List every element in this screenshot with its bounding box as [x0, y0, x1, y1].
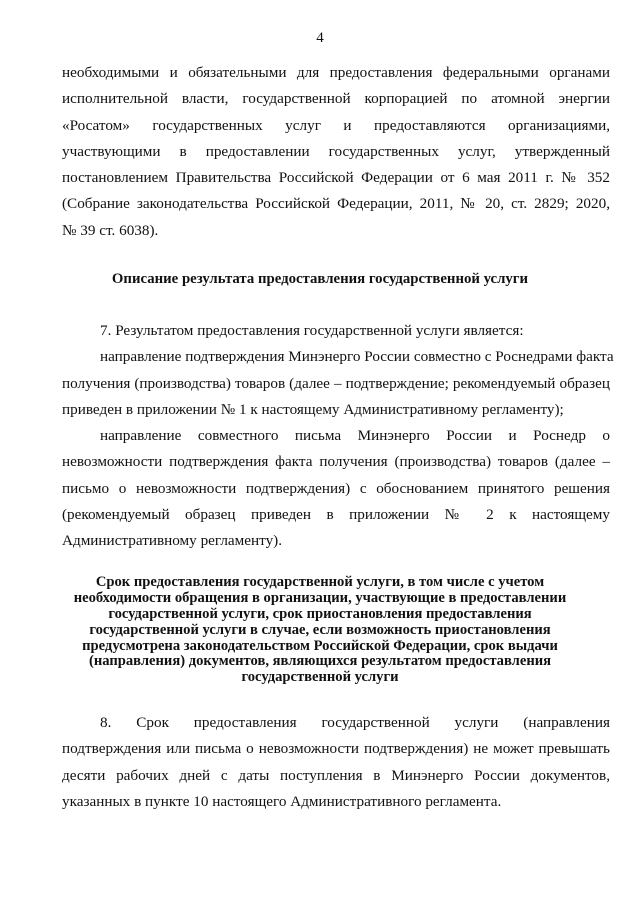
heading-line: Описание результата предоставления государственной услуги: [111, 271, 529, 287]
heading-line: Срок предоставления государственной услуги, в том числе с учетом: [95, 574, 545, 590]
paragraph-continuation: [62, 60, 610, 244]
text-line: получения (производства) товаров (далее – подтверждение; рекомендуемый образец: [62, 374, 610, 392]
text-line: (Собрание законодательства Российской Федерации, 2011, № 20, ст. 2829; 2020,: [62, 195, 610, 213]
section-heading-term: [0, 575, 640, 686]
section-heading-result: [0, 272, 640, 288]
heading-line: предусмотрена законодательством Российской Федерации, срок выдачи: [82, 637, 558, 654]
heading-line: государственной услуги, срок приостановления предоставления: [108, 605, 532, 622]
text-line: участвующими в предоставлении государственных услуг, утвержденный: [62, 142, 610, 160]
text-line: направление совместного письма Минэнерго России и Роснедр о: [100, 427, 610, 445]
heading-line: государственной услуги: [241, 669, 399, 686]
text-line: «Росатом» государственных услуг и предоставляются организациями,: [62, 116, 610, 134]
text-line: 8. Срок предоставления государственной услуги (направления: [100, 714, 610, 731]
text-line: письмо о невозможности подтверждения) с обоснованием принятого решения: [62, 479, 610, 497]
text-line: № 39 ст. 6038).: [62, 221, 159, 239]
text-line: приведен в приложении № 1 к настоящему Административному регламенту);: [62, 400, 564, 418]
text-line: Административному регламенту).: [62, 532, 283, 550]
heading-line: государственной услуги в случае, если возможность приостановления: [89, 621, 551, 638]
text-line: исполнительной власти, государственной корпорацией по атомной энергии: [62, 90, 610, 108]
item-8: [62, 710, 610, 815]
text-line: (рекомендуемый образец приведен в приложении № 2 к настоящему: [62, 506, 610, 524]
text-line: подтверждения или письма о невозможности подтверждения) не может превышать: [62, 740, 610, 758]
text-line: невозможности подтверждения факта получения (производства) товаров (далее –: [62, 453, 610, 471]
text-line: указанных в пункте 10 настоящего Административного регламента.: [62, 792, 502, 810]
text-line: 7. Результатом предоставления государственной услуги является:: [100, 322, 524, 339]
heading-line: необходимости обращения в организации, участвующие в предоставлении: [73, 589, 567, 606]
text-line: десяти рабочих дней с даты поступления в Минэнерго России документов,: [62, 766, 610, 784]
text-line: постановлением Правительства Российской Федерации от 6 мая 2011 г. № 352: [62, 169, 610, 187]
heading-line: (направления) документов, являющихся результатом предоставления: [88, 653, 552, 670]
page-number: 4: [316, 30, 324, 46]
text-line: направление подтверждения Минэнерго России совместно с Роснедрами факта: [100, 348, 614, 366]
item-7: [62, 318, 614, 555]
text-line: необходимыми и обязательными для предоставления федеральными органами: [62, 64, 610, 81]
